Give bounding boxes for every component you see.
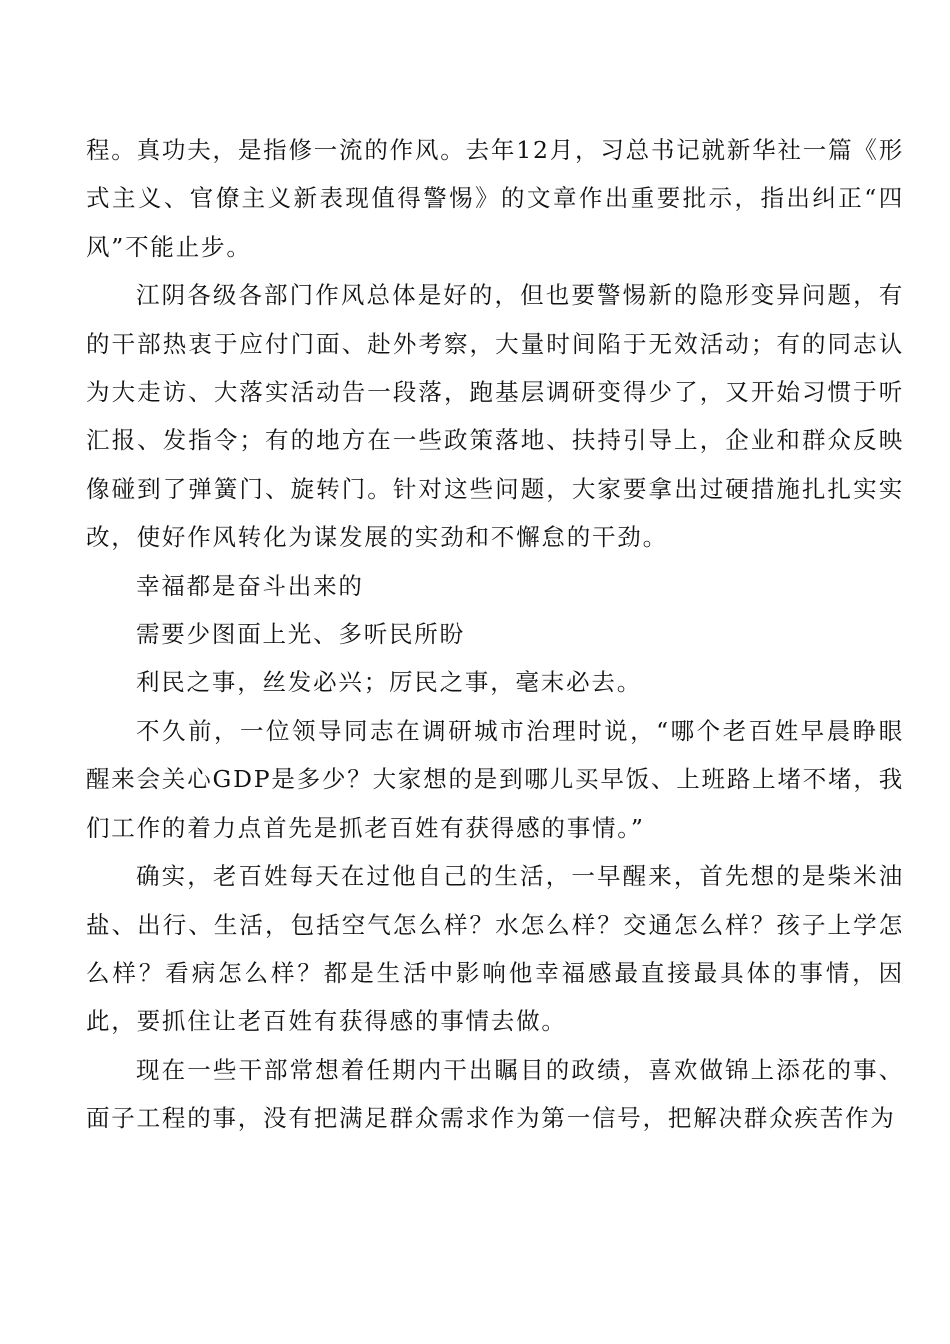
paragraph-work-style: 江阴各级各部门作风总体是好的，但也要警惕新的隐形变异问题，有的干部热衷于应付门面、赴外考察，大量时间陷于无效活动；有的同志认为大走访、大落实活动告一段落，跑基层调研变得少了，又开始习惯于听汇报、发指令；有的地方在一些政策落地、扶持引导上，企业和群众反映像碰到了弹簧门、旋转门。针对这些问题，大家要拿出过硬措施扎扎实实改，使好作风转化为谋发展的实劲和不懈怠的干劲。 [86, 281, 904, 552]
section-heading-happiness: 幸福都是奋斗出来的 [136, 571, 364, 600]
document-body [86, 126, 904, 1143]
paragraph-daily-life: 确实，老百姓每天在过他自己的生活，一早醒来，首先想的是柴米油盐、出行、生活，包括空气怎么样？水怎么样？交通怎么样？孩子上学怎么样？看病怎么样？都是生活中影响他幸福感最直接最具体的事情，因此，要抓住让老百姓有获得感的事情去做。 [86, 862, 904, 1036]
paragraph-continuation: 程。真功夫，是指修一流的作风。去年12月，习总书记就新华社一篇《形式主义、官僚主义新表现值得警惕》的文章作出重要批示，指出纠正“四风”不能止步。 [86, 136, 904, 261]
paragraph-cadres: 现在一些干部常想着任期内干出瞩目的政绩，喜欢做锦上添花的事、面子工程的事，没有把满足群众需求作为第一信号，把解决群众疾苦作为 [86, 1055, 904, 1133]
paragraph-gdp: 不久前，一位领导同志在调研城市治理时说，“哪个老百姓早晨睁眼醒来会关心GDP是多少？大家想的是到哪儿买早饭、上班路上堵不堵，我们工作的着力点首先是抓老百姓有获得感的事情。” [86, 716, 904, 842]
section-subheading: 需要少图面上光、多听民所盼 [136, 620, 465, 649]
paragraph-quote: 利民之事，丝发必兴；厉民之事，毫末必去。 [136, 668, 642, 697]
